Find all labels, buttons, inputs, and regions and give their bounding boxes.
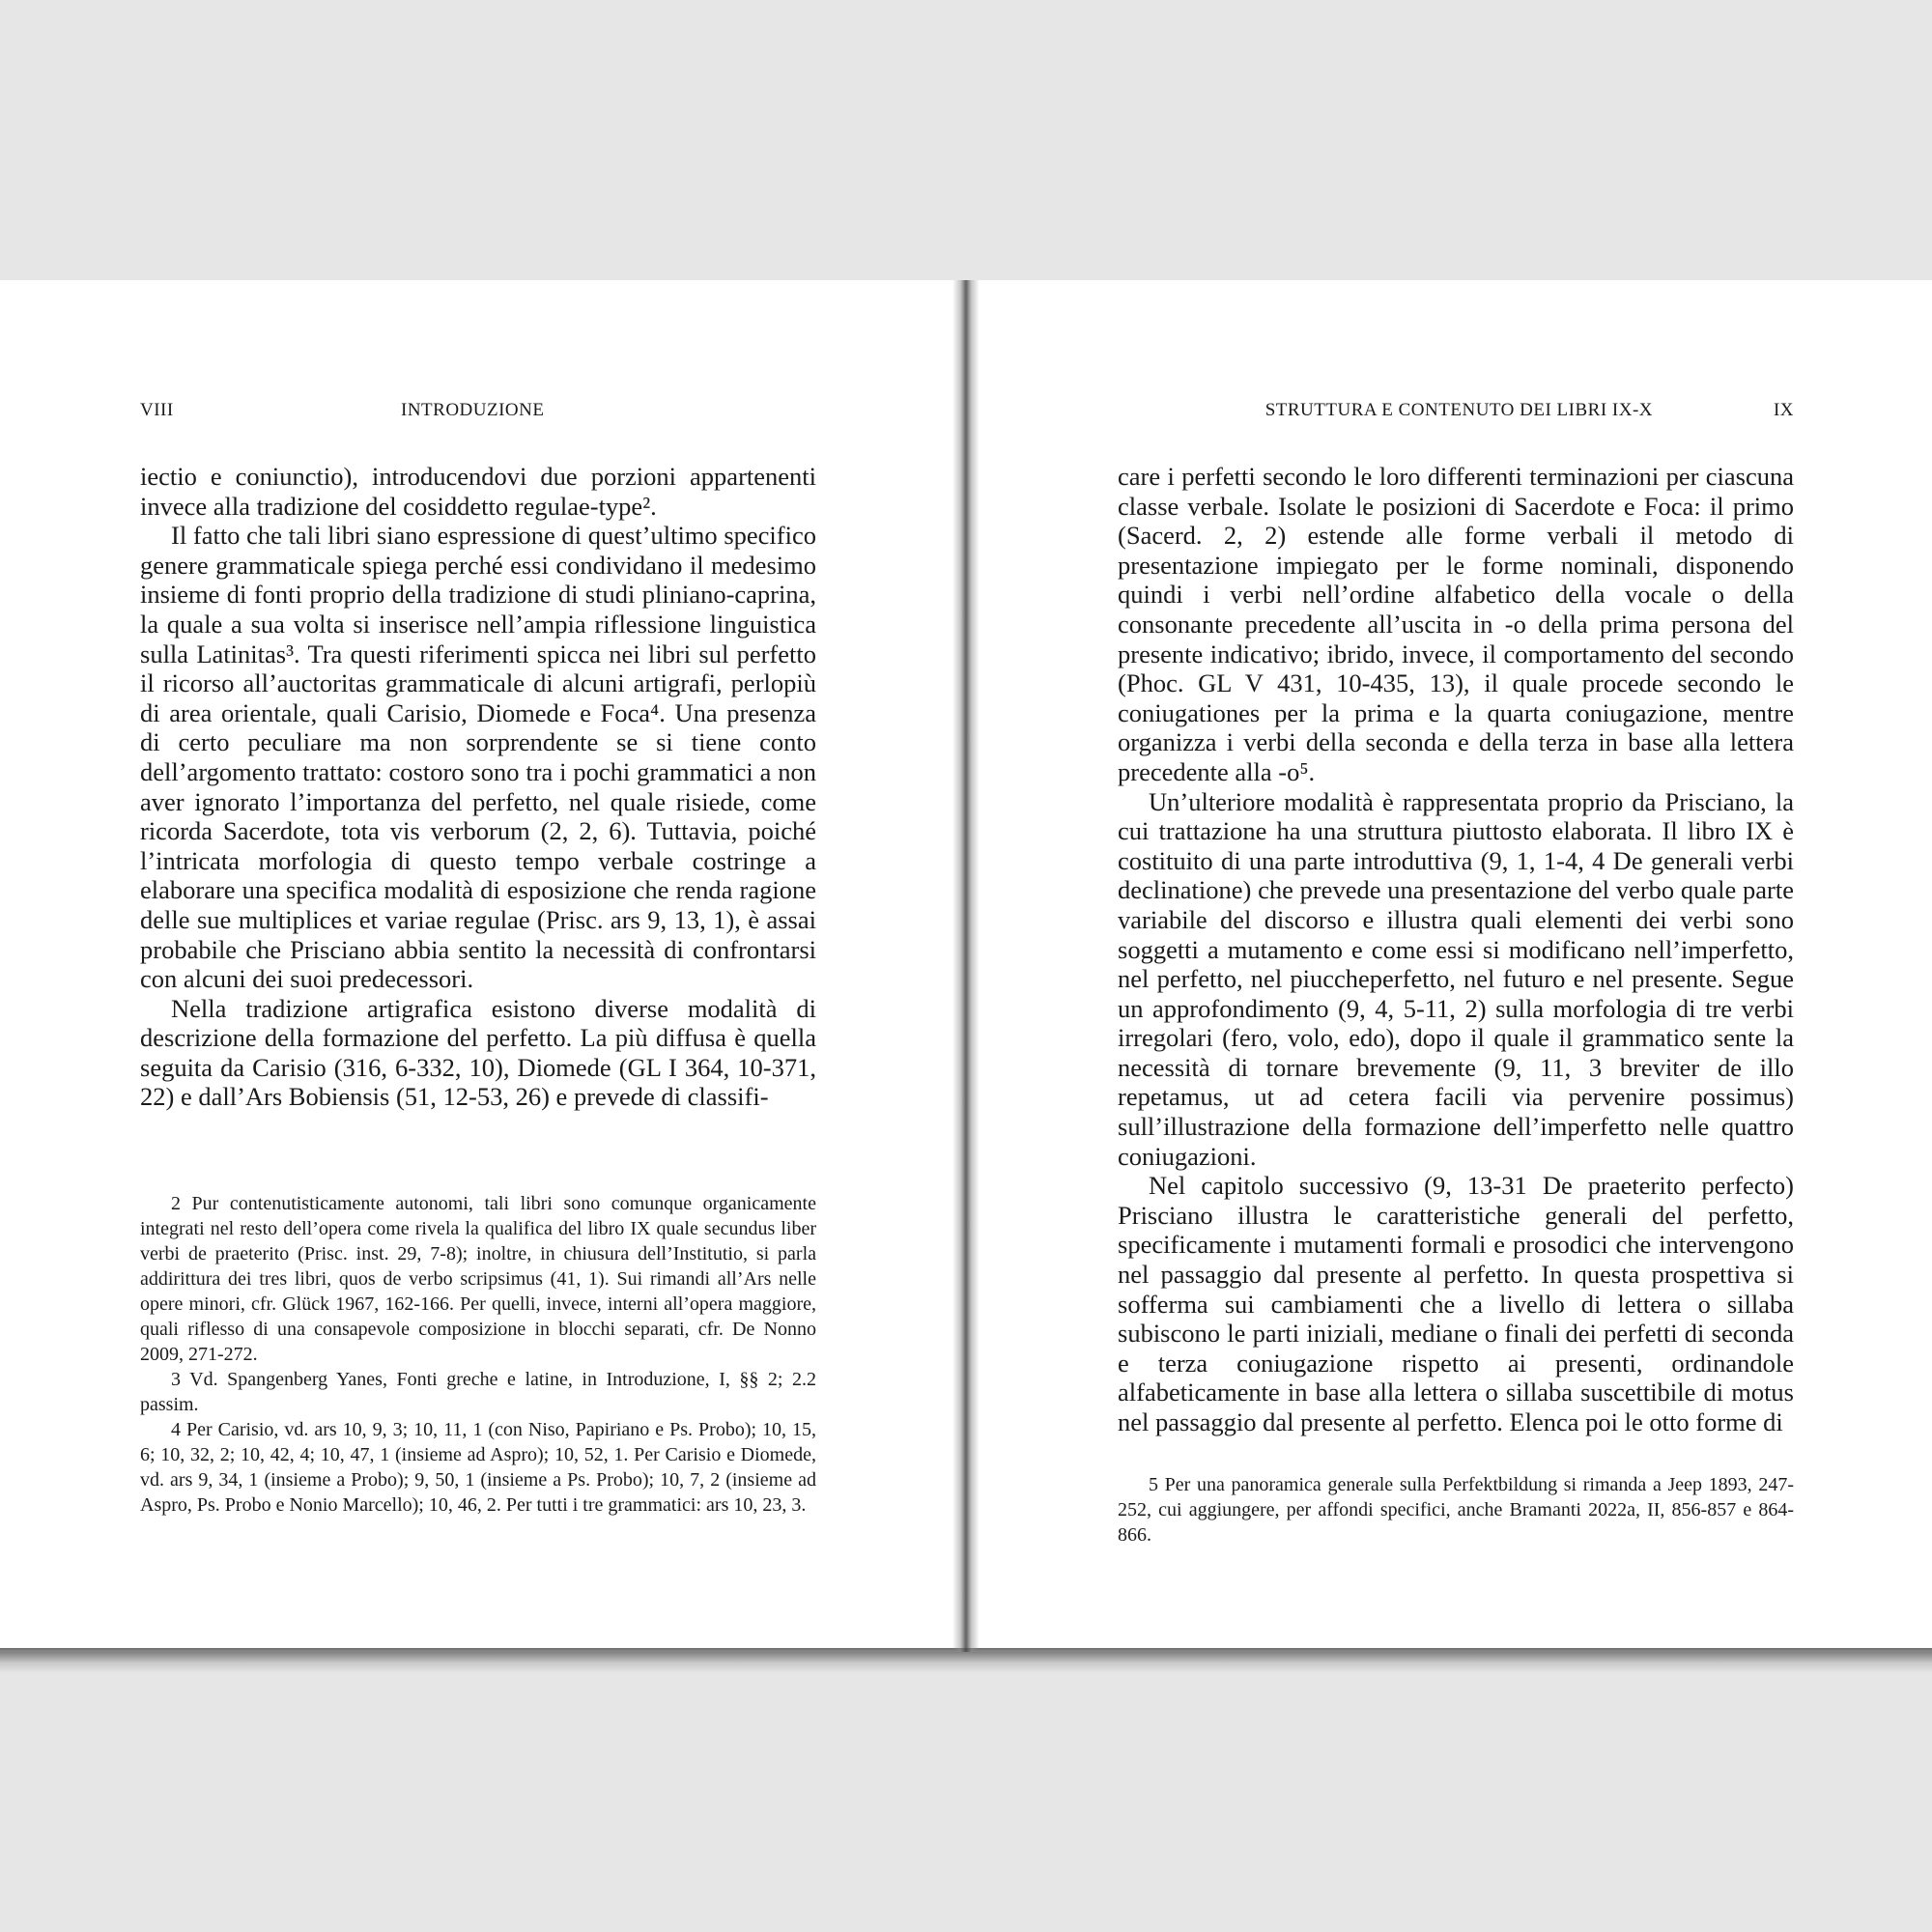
- footnote-3: 3 Vd. Spangenberg Yanes, Fonti greche e latine, in Introduzione, I, §§ 2; 2.2 passim.: [140, 1369, 816, 1415]
- left-paragraph-1: iectio e coniunctio), introducendovi due porzioni appartenenti invece alla tradizione del cosiddetto regulae-type².: [140, 462, 816, 521]
- left-footnotes: [140, 1191, 816, 1518]
- left-page-number: VIII: [140, 400, 174, 420]
- right-paragraph-3: Nel capitolo successivo (9, 13-31 De praeterito perfecto) Prisciano illustra le caratteristiche generali del perfetto, specificamente i mutamenti formali e prosodici che intervengono nel passaggio dal presente al perfetto. In questa prospettiva si sofferma sui cambiamenti che a livello di lettera o sillaba subiscono le parti iniziali, mediane o finali dei perfetti di seconda e terza coniugazione rispetto ai presenti, ordinandole alfabeticamente in base alla lettera o sillaba suscettibile di motus nel passaggio dal presente al perfetto. Elenca poi le otto forme di: [1118, 1171, 1794, 1436]
- right-footnotes: [1118, 1472, 1794, 1548]
- right-paragraph-1: care i perfetti secondo le loro differenti terminazioni per ciascuna classe verbale. Isolate le posizioni di Sacerdote e Foca: il primo (Sacerd. 2, 2) estende alle forme verbali il metodo di presentazione impiegato per le forme nominali, disponendo quindi i verbi nell’ordine alfabetico della vocale o della consonante precedente all’uscita in -o della prima persona del presente indicativo; ibrido, invece, il comportamento del secondo (Phoc. GL V 431, 10-435, 13), il quale procede secondo le coniugationes per la prima e la quarta coniugazione, mentre organizza i verbi della seconda e della terza in base alla lettera precedente alla -o⁵.: [1118, 462, 1794, 786]
- right-running-title: STRUTTURA E CONTENUTO DEI LIBRI IX-X: [1264, 400, 1653, 420]
- right-running-head: [1118, 400, 1794, 423]
- book-gutter: [952, 280, 980, 1652]
- left-running-head: [140, 400, 816, 423]
- footnote-5: 5 Per una panoramica generale sulla Perfektbildung si rimanda a Jeep 1893, 247-252, cui aggiungere, per affondi specifici, anche Bramanti 2022a, II, 856-857 e 864-866.: [1118, 1474, 1794, 1546]
- footnote-2: 2 Pur contenutisticamente autonomi, tali libri sono comunque organicamente integrati nel resto dell’opera come rivela la qualifica del libro IX quale secundus liber verbi de praeterito (Prisc. inst. 29, 7-8); inoltre, in chiusura dell’Institutio, si parla addirittura dei tres libri, quos de verbo scripsimus (41, 1). Sui rimandi all’Ars nelle opere minori, cfr. Glück 1967, 162-166. Per quelli, invece, interni all’opera maggiore, quali riflesso di una consapevole composizione in blocchi separati, cfr. De Nonno 2009, 271-272.: [140, 1193, 816, 1365]
- left-paragraph-2: Il fatto che tali libri siano espressione di quest’ultimo specifico genere grammaticale spiega perché essi condividano il medesimo insieme di fonti proprio della tradizione di studi pliniano-caprina, la quale a sua volta si inserisce nell’ampia riflessione linguistica sulla Latinitas³. Tra questi riferimenti spicca nei libri sul perfetto il ricorso all’auctoritas grammaticale di alcuni artigrafi, perlopiù di area orientale, quali Carisio, Diomede e Foca⁴. Una presenza di certo peculiare ma non sorprendente se si tiene conto dell’argomento trattato: costoro sono tra i pochi grammatici a non aver ignorato l’importanza del perfetto, nel quale risiede, come ricorda Sacerdote, tota vis verborum (2, 2, 6). Tuttavia, poiché l’intricata morfologia di questo tempo verbale costringe a elaborare una specifica modalità di esposizione che renda ragione delle sue multiplices et variae regulae (Prisc. ars 9, 13, 1), è assai probabile che Prisciano abbia sentito la necessità di confrontarsi con alcuni dei suoi predecessori.: [140, 521, 816, 994]
- right-page-number: IX: [1773, 400, 1794, 420]
- left-running-title: INTRODUZIONE: [401, 400, 545, 420]
- right-body-text: [1118, 462, 1794, 1437]
- left-paragraph-3: Nella tradizione artigrafica esistono diverse modalità di descrizione della formazione del perfetto. La più diffusa è quella seguita da Carisio (316, 6-332, 10), Diomede (GL I 364, 10-371, 22) e dall’Ars Bobiensis (51, 12-53, 26) e prevede di classifi-: [140, 993, 816, 1112]
- footnote-4: 4 Per Carisio, vd. ars 10, 9, 3; 10, 11, 1 (con Niso, Papiriano e Ps. Probo); 10, 15, 6; 10, 32, 2; 10, 42, 4; 10, 47, 1 (insieme ad Aspro); 10, 52, 1. Per Carisio e Diomede, vd. ars 9, 34, 1 (insieme a Probo); 9, 50, 1 (insieme a Ps. Probo); 10, 7, 2 (insieme ad Aspro, Ps. Probo e Nonio Marcello); 10, 46, 2. Per tutti i tre grammatici: ars 10, 23, 3.: [140, 1419, 816, 1516]
- left-body-text: [140, 462, 816, 1112]
- right-paragraph-2: Un’ulteriore modalità è rappresentata proprio da Prisciano, la cui trattazione ha una struttura piuttosto elaborata. Il libro IX è costituito di una parte introduttiva (9, 1, 1-4, 4 De generali verbi declinatione) che prevede una presentazione del verbo quale parte variabile del discorso e illustra quali elementi dei verbi sono soggetti a mutamento e come essi si modificano nell’imperfetto, nel perfetto, nel piuccheperfetto, nel futuro e nel presente. Segue un approfondimento (9, 4, 5-11, 2) sulla morfologia di tre verbi irregolari (fero, volo, edo), dopo il quale il grammatico sente la necessità di tornare brevemente (9, 11, 3 breviter de illo repetamus, ut ad cetera facili via pervenire possimus) sull’illustrazione della formazione dell’imperfetto nelle quattro coniugazioni.: [1118, 786, 1794, 1171]
